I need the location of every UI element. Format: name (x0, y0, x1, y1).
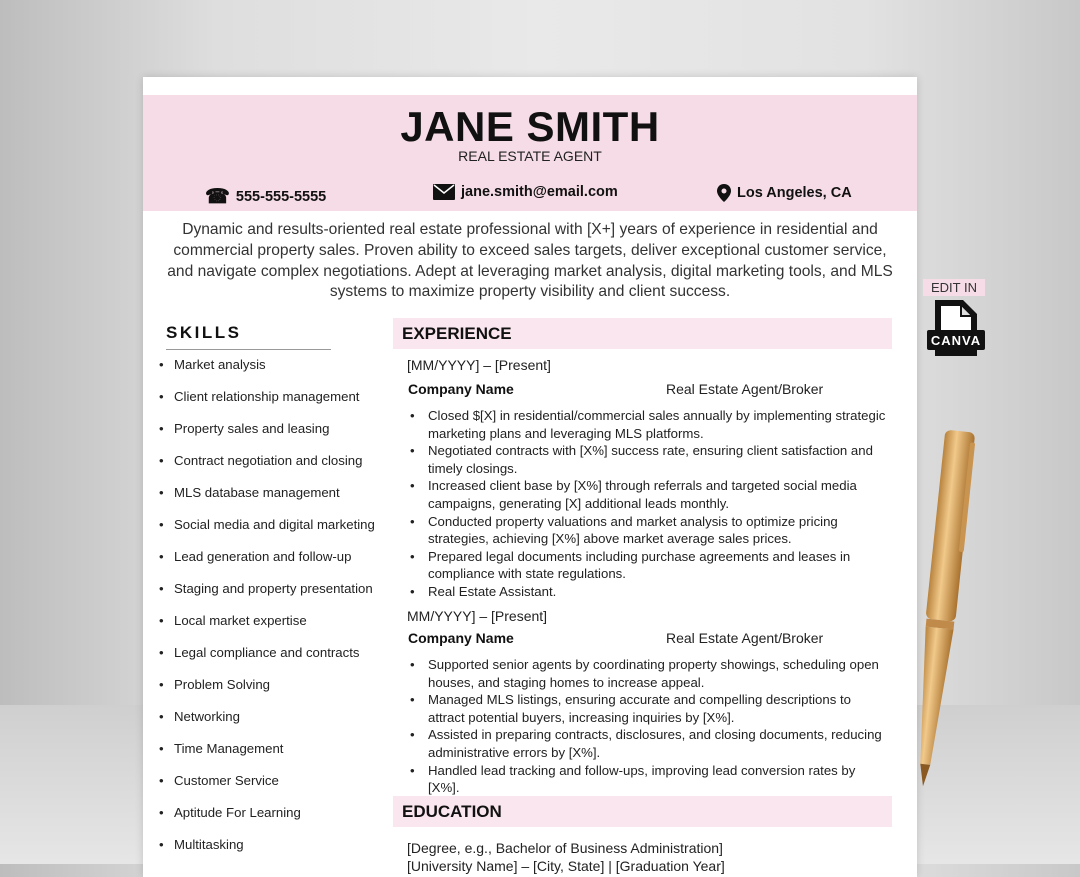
envelope-icon (433, 184, 455, 200)
location-contact (717, 184, 852, 202)
job-bullet: • Conducted property valuations and market analysis to optimize pricing strategies, achieving [X%] above market average sales prices. (408, 513, 888, 548)
education-heading: EDUCATION (393, 796, 892, 827)
edit-in-label: EDIT IN (923, 279, 985, 296)
job-date: MM/YYYY] – [Present] (407, 608, 548, 624)
job-bullet: • Real Estate Assistant. (408, 583, 888, 601)
canva-text: CANVA (930, 333, 982, 348)
email-text: jane.smith@email.com (461, 184, 618, 200)
job-bullet: • Assisted in preparing contracts, disclosures, and closing documents, reducing administrative errors by [X%]. (408, 726, 888, 761)
skill-item: • Networking (159, 709, 375, 741)
job-date: [MM/YYYY] – [Present] (407, 357, 551, 373)
job-company: Company Name (408, 381, 514, 397)
skill-item: • Staging and property presentation (159, 581, 375, 613)
job-company: Company Name (408, 630, 514, 646)
job-bullets (408, 656, 888, 797)
phone-text: 555-555-5555 (235, 188, 327, 205)
candidate-title: REAL ESTATE AGENT (458, 148, 602, 164)
email-contact (433, 184, 618, 200)
skill-item: • Market analysis (159, 357, 375, 389)
location-text: Los Angeles, CA (737, 185, 852, 201)
job-bullet: • Handled lead tracking and follow-ups, improving lead conversion rates by [X%]. (408, 762, 888, 797)
skills-heading: SKILLS (166, 323, 331, 350)
job-bullet: • Supported senior agents by coordinating property showings, scheduling open houses, and staging homes to increase appeal. (408, 656, 888, 691)
phone-contact (205, 184, 326, 209)
skill-item: • Time Management (159, 741, 375, 773)
skill-item: • Multitasking (159, 837, 375, 869)
canva-file-icon (925, 298, 987, 360)
skill-item: • Client relationship management (159, 389, 375, 421)
skill-item: • Social media and digital marketing (159, 517, 375, 549)
job-bullet: • Negotiated contracts with [X%] success rate, ensuring client satisfaction and timely closings. (408, 442, 888, 477)
skills-list (159, 357, 375, 869)
skill-item: • Local market expertise (159, 613, 375, 645)
candidate-name: JANE SMITH (400, 103, 660, 150)
skill-item: • Lead generation and follow-up (159, 549, 375, 581)
skill-item: • MLS database management (159, 485, 375, 517)
skill-item: • Legal compliance and contracts (159, 645, 375, 677)
job-bullet: • Managed MLS listings, ensuring accurate and compelling descriptions to attract potential buyers, increasing inquiries by [X%]. (408, 691, 888, 726)
skill-item: • Contract negotiation and closing (159, 453, 375, 485)
job-bullets (408, 407, 888, 601)
skill-item: • Problem Solving (159, 677, 375, 709)
experience-heading: EXPERIENCE (393, 318, 892, 349)
resume-header (143, 95, 917, 211)
job-bullet: • Increased client base by [X%] through referrals and targeted social media campaigns, generating [X] additional leads monthly. (408, 477, 888, 512)
skill-item: • Aptitude For Learning (159, 805, 375, 837)
job-bullet: • Prepared legal documents including purchase agreements and leases in compliance with state regulations. (408, 548, 888, 583)
job-title: Real Estate Agent/Broker (666, 630, 824, 646)
job-title: Real Estate Agent/Broker (666, 381, 824, 397)
job-bullet: • Closed $[X] in residential/commercial sales annually by implementing strategic marketing plans and leveraging MLS platforms. (408, 407, 888, 442)
education-school: [University Name] – [City, State] | [Graduation Year] (407, 858, 725, 874)
professional-summary: Dynamic and results-oriented real estate professional with [X+] years of experience in residential and commercial property sales. Proven ability to exceed sales targets, deliver exceptional customer service, and navigate complex negotiations. Adept at leveraging market analysis, digital marketing tools, and MLS systems to maximize property visibility and client success. (167, 221, 893, 301)
skill-item: • Property sales and leasing (159, 421, 375, 453)
pen-icon (895, 425, 985, 795)
skill-item: • Customer Service (159, 773, 375, 805)
resume-page (143, 77, 917, 877)
phone-icon: ☎ (205, 186, 230, 208)
education-degree: [Degree, e.g., Bachelor of Business Administration] (407, 840, 723, 856)
location-pin-icon (717, 184, 731, 202)
